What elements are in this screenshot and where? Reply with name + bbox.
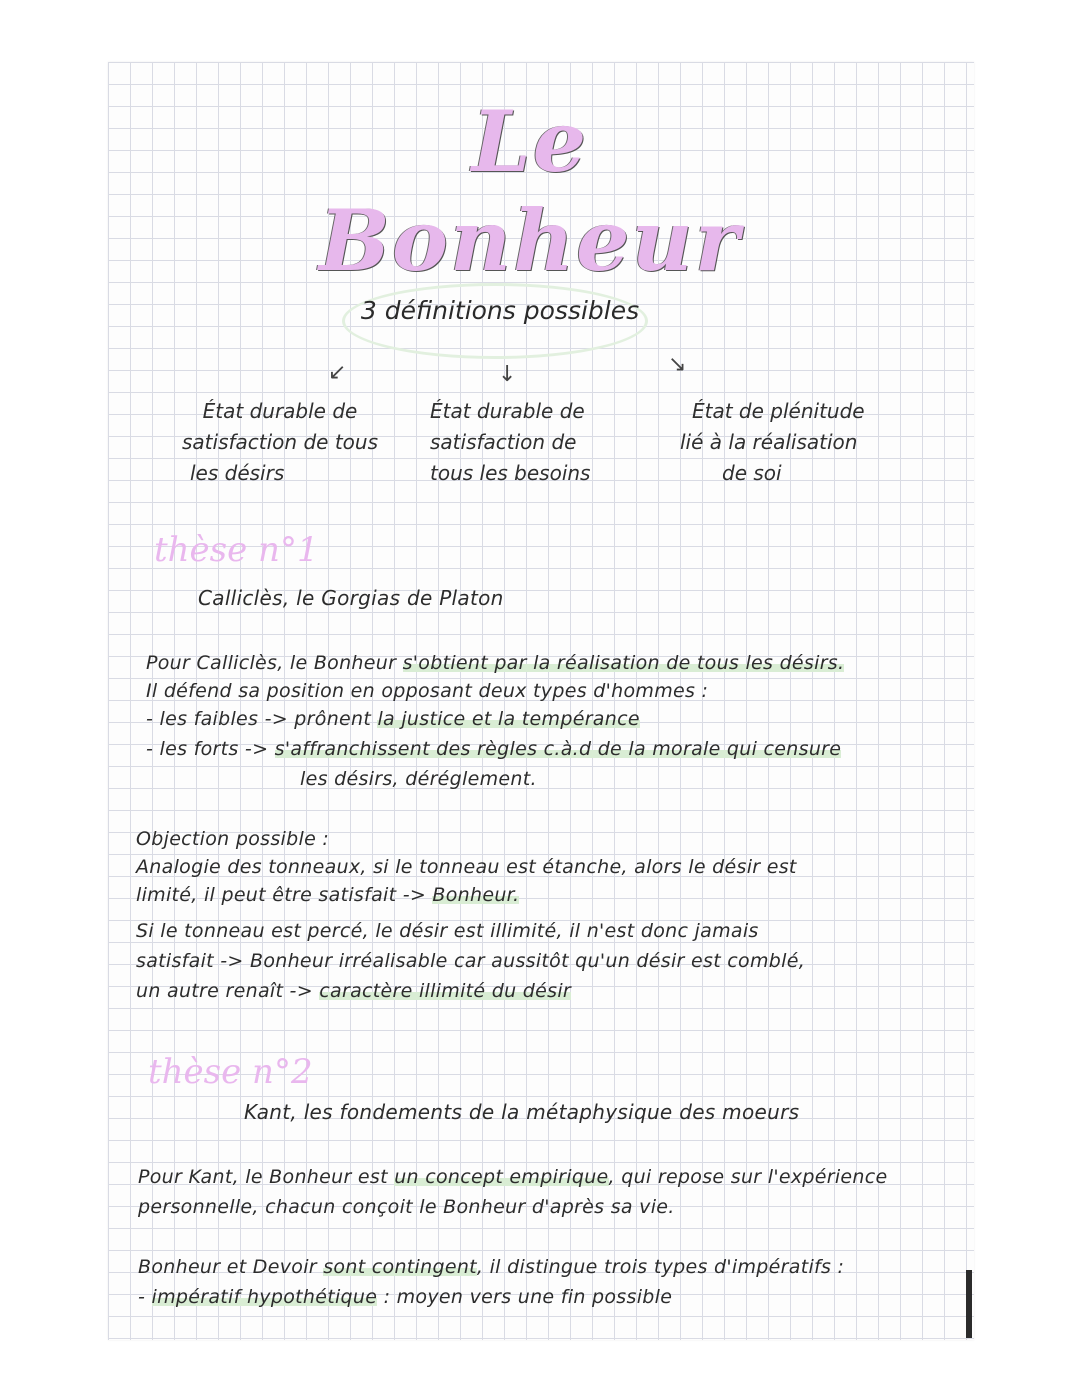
thesis-2-line-1 bbox=[138, 1166, 887, 1188]
text: , qui repose sur l'expérience bbox=[608, 1166, 888, 1188]
thesis-2-line-3 bbox=[138, 1256, 844, 1278]
definition-2-line: satisfaction de bbox=[430, 430, 577, 454]
objection-line-4: satisfait -> Bonheur irréalisable car aussitôt qu'un désir est comblé, bbox=[136, 950, 806, 972]
objection-title: Objection possible : bbox=[136, 828, 330, 850]
objection-line-2 bbox=[136, 884, 519, 906]
thesis-1-reference: Calliclès, le Gorgias de Platon bbox=[198, 586, 504, 610]
text: Bonheur et Devoir bbox=[138, 1256, 324, 1278]
text: Pour Kant, le Bonheur est bbox=[138, 1166, 395, 1188]
highlight: un concept empirique bbox=[394, 1166, 609, 1188]
thesis-1-line-2: Il défend sa position en opposant deux types d'hommes : bbox=[146, 680, 709, 702]
arrow-down-icon: ↓ bbox=[498, 362, 517, 387]
arrow-left-icon: ↙ bbox=[328, 360, 347, 385]
subtitle: 3 définitions possibles bbox=[360, 296, 640, 325]
definition-3-line: de soi bbox=[722, 461, 782, 485]
definition-1-line: les désirs bbox=[190, 461, 285, 485]
highlight: caractère illimité du désir bbox=[319, 980, 572, 1002]
text: , il distingue trois types d'impératifs : bbox=[476, 1256, 845, 1278]
definition-2 bbox=[430, 396, 630, 489]
objection-line-5 bbox=[136, 980, 571, 1002]
thesis-2-line-4 bbox=[138, 1286, 672, 1308]
definition-2-line: tous les besoins bbox=[430, 461, 591, 485]
definition-2-line: État durable de bbox=[430, 399, 585, 423]
page-title: Le Bonheur bbox=[319, 92, 741, 290]
definition-1 bbox=[160, 396, 400, 489]
page-edge bbox=[966, 1270, 972, 1338]
text: - les forts -> bbox=[146, 738, 275, 760]
highlight: impératif hypothétique bbox=[151, 1286, 378, 1308]
thesis-1-line-1 bbox=[146, 652, 844, 674]
definition-1-line: État durable de bbox=[202, 399, 358, 423]
text: - les faibles -> prônent bbox=[146, 708, 378, 730]
definition-3 bbox=[680, 396, 910, 489]
objection-line-3: Si le tonneau est percé, le désir est illimité, il n'est donc jamais bbox=[136, 920, 759, 942]
thesis-1-line-5: les désirs, déréglement. bbox=[300, 768, 537, 790]
text: un autre renaît -> bbox=[136, 980, 320, 1002]
text: - bbox=[138, 1286, 152, 1308]
highlight: s'obtient par la réalisation de tous les désirs. bbox=[402, 652, 845, 674]
definition-3-line: lié à la réalisation bbox=[680, 430, 858, 454]
text: : moyen vers une fin possible bbox=[377, 1286, 673, 1308]
highlight: s'affranchissent des règles c.à.d de la morale qui censure bbox=[274, 738, 842, 760]
highlight: la justice et la tempérance bbox=[377, 708, 640, 730]
thesis-2-reference: Kant, les fondements de la métaphysique des moeurs bbox=[244, 1100, 800, 1124]
arrow-right-icon: ↘ bbox=[668, 352, 687, 377]
thesis-1-line-4 bbox=[146, 738, 841, 760]
text: Pour Calliclès, le Bonheur bbox=[146, 652, 403, 674]
text: limité, il peut être satisfait -> bbox=[136, 884, 433, 906]
definition-1-line: satisfaction de tous bbox=[182, 430, 378, 454]
thesis-1-line-3 bbox=[146, 708, 640, 730]
definition-3-line: État de plénitude bbox=[692, 399, 865, 423]
highlight: sont contingent bbox=[323, 1256, 477, 1278]
thesis-2-line-2: personnelle, chacun conçoit le Bonheur d'après sa vie. bbox=[138, 1196, 675, 1218]
highlight: Bonheur. bbox=[432, 884, 520, 906]
thesis-1-label: thèse n°1 bbox=[154, 530, 319, 570]
thesis-2-label: thèse n°2 bbox=[148, 1052, 313, 1092]
objection-line-1: Analogie des tonneaux, si le tonneau est étanche, alors le désir est bbox=[136, 856, 797, 878]
